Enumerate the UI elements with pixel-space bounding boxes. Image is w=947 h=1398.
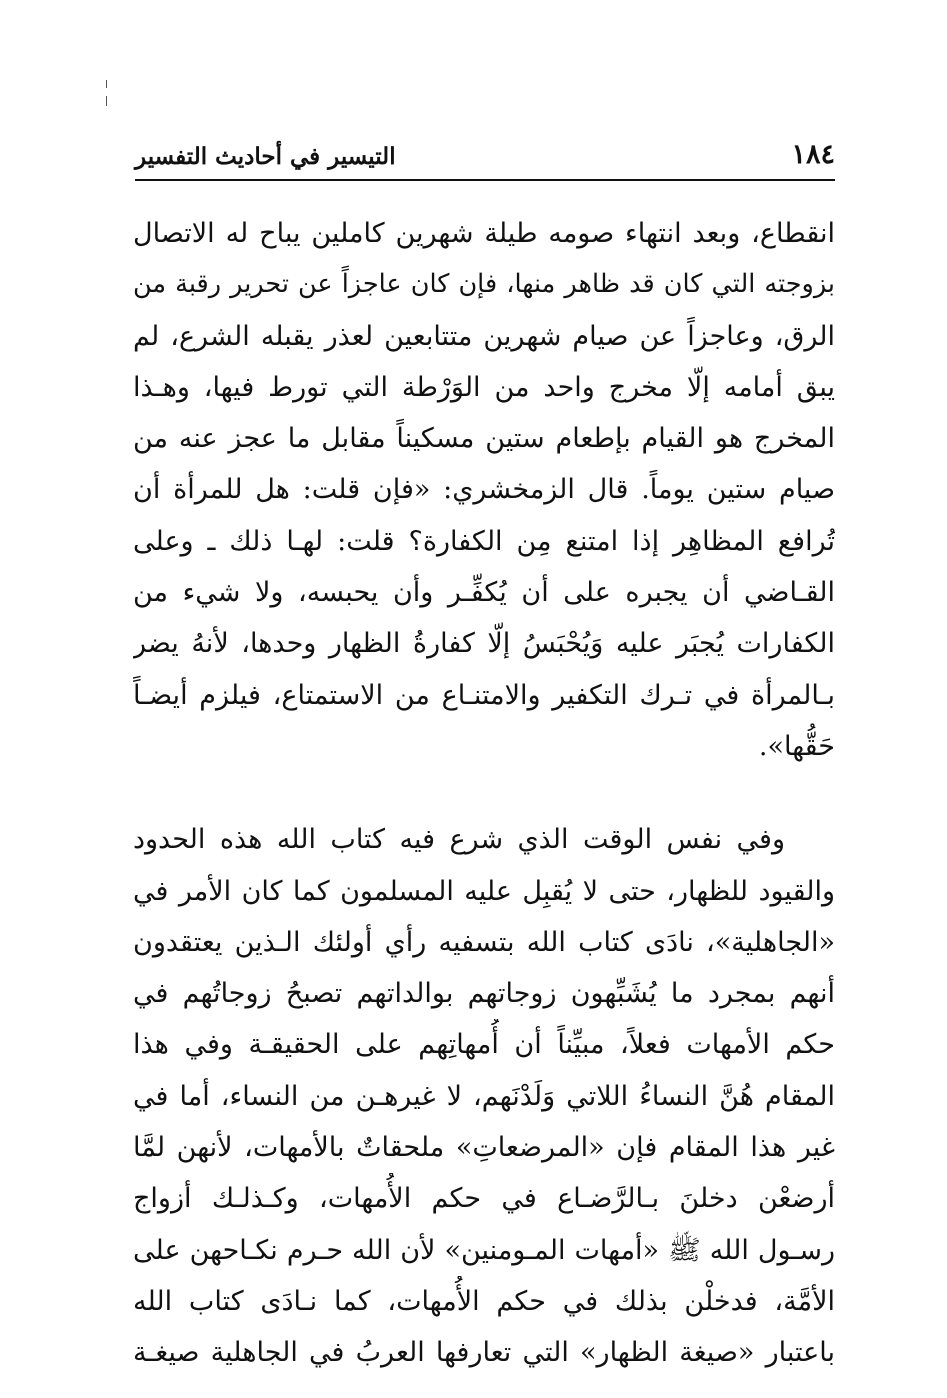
text-line: أرضعْن دخلنَ بـالرَّضـاع في حكم الأُمهات، وكـذلـك أزواج <box>133 1183 835 1215</box>
text-line: المقام هُنَّ النساءُ اللاتي وَلَدْنَهم، لا غيرهـن من النساء، أما في <box>133 1080 835 1112</box>
text-line: وفي نفس الوقت الذي شرع فيه كتاب الله هذه الحدود <box>133 824 785 856</box>
paragraph-1 <box>133 208 835 772</box>
text-line: رسـول الله ﷺ «أمهات المـومنين» لأن الله حـرم نكـاحهن على <box>133 1234 835 1266</box>
text-line: صيام ستين يوماً. قال الزمخشري: «فإن قلت: هل للمرأة أن <box>133 474 835 506</box>
text-line: المخرج هو القيام بإطعام ستين مسكيناً مقابل ما عجز عنه من <box>133 423 835 455</box>
text-line: الكفارات يُجبَر عليه وَيُحْبَسُ إلّا كفارةُ الظهار وحدها، لأنهُ يضر <box>133 628 835 660</box>
body-text <box>133 208 835 1379</box>
header-rule <box>135 179 835 181</box>
text-line: بـالمرأة في تـرك التكفير والامتنـاع من الاستمتاع، فيلزم أيضـاً <box>133 679 835 711</box>
text-line: الرق، وعاجزاً عن صيام شهرين متتابعين لعذر يقبله الشرع، لم <box>133 320 835 352</box>
text-line: بزوجته التي كان قد ظاهر منها، فإن كان عاجزاً عن تحرير رقبة من <box>133 269 835 300</box>
text-line: انقطاع، وبعد انتهاء صومه طيلة شهرين كاملين يباح له الاتصال <box>133 218 835 249</box>
running-title: التيسير في أحاديث التفسير <box>135 143 396 170</box>
text-line: الأمَّة، فدخلْن بذلك في حكم الأُمهات، كما نـادَى كتاب الله <box>133 1285 835 1317</box>
page-number: ١٨٤ <box>791 139 835 170</box>
margin-mark <box>106 96 107 106</box>
text-line: والقيود للظهار، حتى لا يُقبِل عليه المسلمون كما كان الأمر في <box>133 875 835 907</box>
text-line: غير هذا المقام فإن «المرضعاتِ» ملحقاتٌ بالأمهات، لأنهن لمَّا <box>133 1132 835 1164</box>
text-line: باعتبار «صيغة الظهار» التي تعارفها العربُ في الجاهلية صيغـة <box>133 1337 835 1369</box>
paragraph-2 <box>133 814 835 1378</box>
text-line: تُرافع المظاهِر إذا امتنع مِن الكفارة؟ قلت: لهـا ذلك ـ وعلى <box>133 525 835 557</box>
text-line: القـاضي أن يجبره على أن يُكفِّـر وأن يحبسه، ولا شيء من <box>133 577 835 609</box>
text-line: يبق أمامه إلّا مخرج واحد من الوَرْطة التي تورط فيها، وهـذا <box>133 371 835 403</box>
page-header <box>135 135 835 181</box>
paragraph-gap <box>133 772 835 814</box>
text-line: حَقُّها». <box>758 730 835 762</box>
text-line: حكم الأمهات فعلاً، مبيِّناً أن أُمهاتِهم على الحقيقـة وفي هذا <box>133 1029 835 1061</box>
margin-mark <box>106 80 107 88</box>
text-line: «الجاهلية»، نادَى كتاب الله بتسفيه رأي أولئك الـذين يعتقدون <box>133 926 835 958</box>
text-line: أنهم بمجرد ما يُشَبِّهون زوجاتهم بوالداتهم تصبحُ زوجاتُهم في <box>133 978 835 1010</box>
